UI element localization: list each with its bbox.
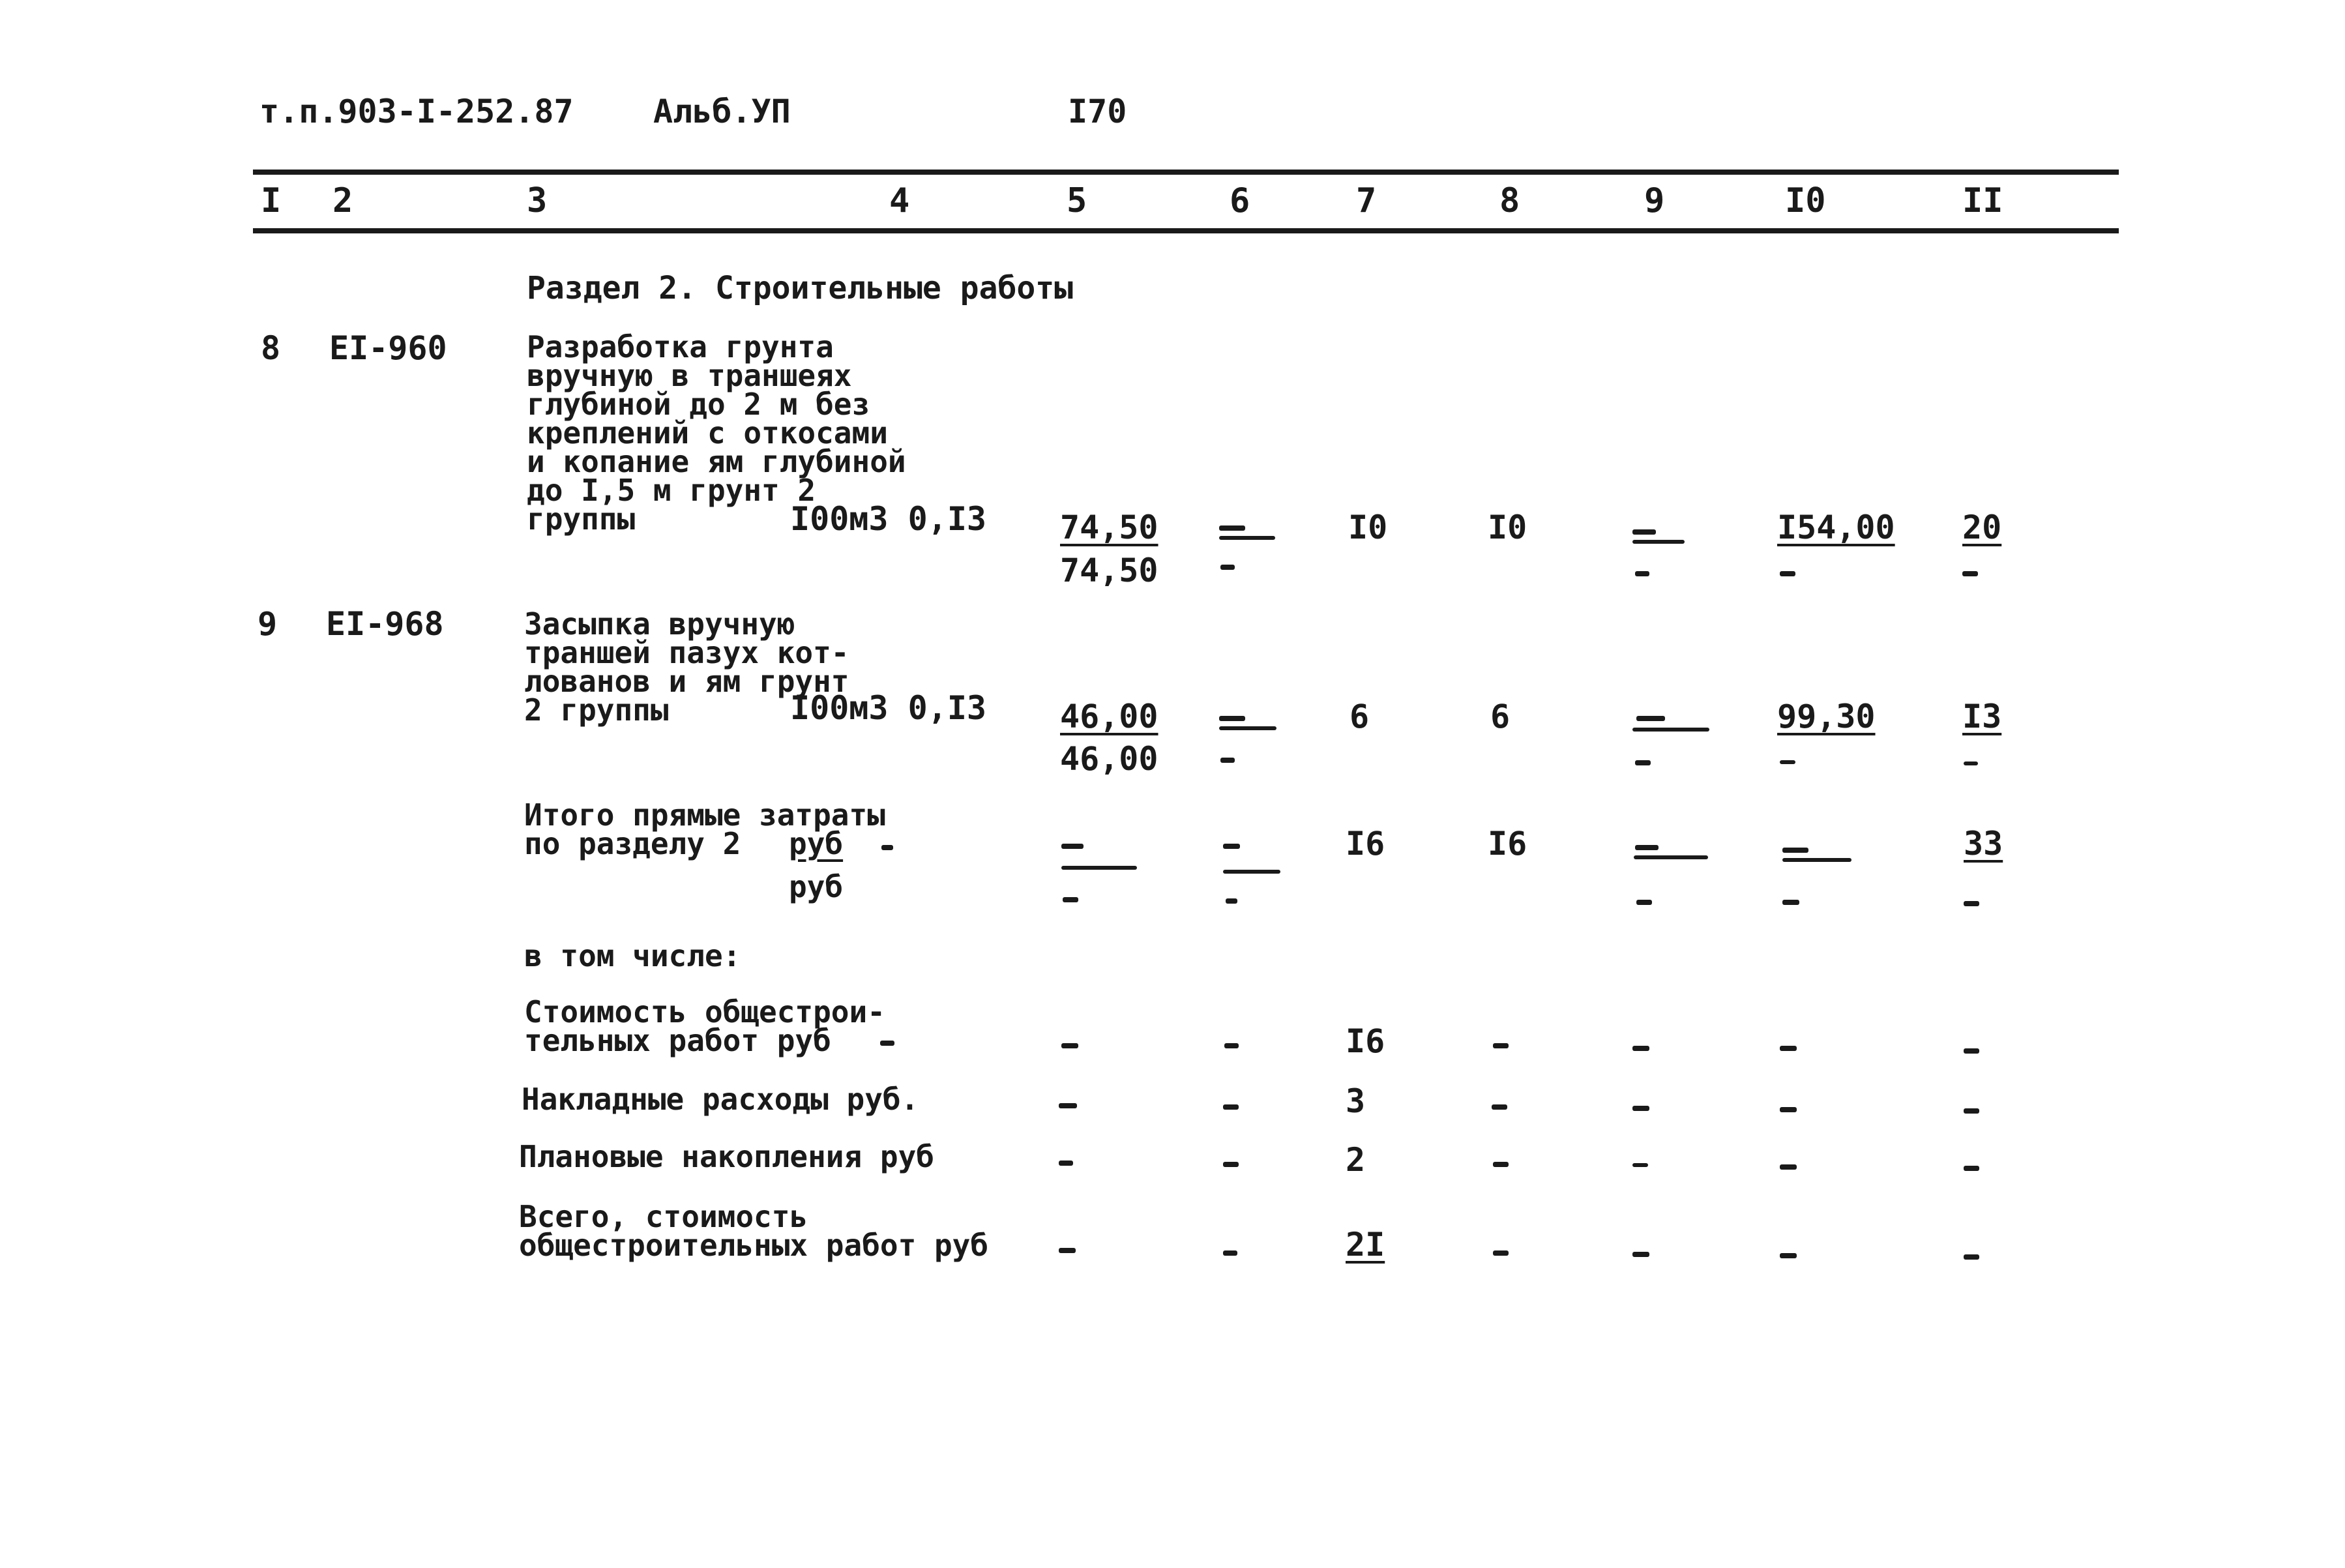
col-num-7: 7 <box>1356 181 1377 220</box>
dash-mark <box>1780 1046 1797 1051</box>
dash-mark <box>1782 848 1808 853</box>
dash-mark <box>1964 1254 1979 1260</box>
dash-mark <box>1634 855 1708 859</box>
dash-mark <box>1219 536 1275 540</box>
labor-total: I0 <box>1488 509 1527 546</box>
dash-mark <box>1493 1250 1509 1256</box>
summary-label-line: общестроительных работ руб <box>519 1228 989 1263</box>
dash-mark <box>1964 1108 1979 1114</box>
total-unit-top: руб <box>789 826 844 861</box>
including-label: в том числе: <box>524 938 741 973</box>
dash-mark <box>1223 870 1280 874</box>
col-num-2: 2 <box>332 181 353 220</box>
summary-label-line: Стоимость общестрои- <box>524 994 885 1029</box>
col-num-3: 3 <box>527 181 548 220</box>
dash-mark <box>1632 529 1656 535</box>
work-description-line: траншей пазух кот- <box>524 635 849 670</box>
work-description-line: 2 группы <box>524 692 669 728</box>
summary-label-line: Плановые накопления руб <box>519 1139 934 1174</box>
work-description-line: глубиной до 2 м без <box>527 387 870 422</box>
rate-code: EI-960 <box>329 329 447 367</box>
dash-mark <box>1061 866 1137 870</box>
dash-mark <box>1059 1161 1073 1166</box>
total-cost-top: 99,30 <box>1777 698 1876 735</box>
dash-mark <box>1493 1162 1509 1167</box>
col-num-11: II <box>1962 181 2003 220</box>
summary-labor-value: 2I <box>1346 1226 1385 1264</box>
dash-mark <box>1632 1046 1649 1051</box>
dash-mark <box>1962 571 1978 576</box>
dash-mark <box>1782 858 1851 862</box>
dash-mark <box>1493 1043 1509 1048</box>
col-num-5: 5 <box>1067 181 1087 220</box>
summary-label-line: тельных работ руб <box>524 1023 831 1058</box>
dash-mark <box>1636 900 1652 905</box>
labor-value: 6 <box>1349 698 1370 735</box>
dash-mark <box>1636 716 1665 721</box>
dash-mark <box>1219 726 1276 730</box>
total-unit-bottom: руб <box>789 869 844 904</box>
work-description-line: вручную в траншеях <box>527 358 852 393</box>
rate-code: EI-968 <box>326 605 444 643</box>
dash-mark <box>1964 1166 1979 1171</box>
header-top-rule <box>253 170 2119 175</box>
work-description-line: до I,5 м грунт 2 <box>527 473 816 508</box>
dash-mark <box>1632 1106 1649 1111</box>
summary-labor-value: 2 <box>1346 1141 1366 1179</box>
dash-mark <box>1492 1104 1507 1110</box>
total-wage: 33 <box>1964 825 2003 863</box>
total-cost-top: I54,00 <box>1777 509 1895 546</box>
work-description-line: и копание ям глубиной <box>527 444 906 479</box>
dash-mark <box>1780 1253 1797 1258</box>
unit-cost-top: 74,50 <box>1060 509 1158 546</box>
dash-mark <box>880 1041 894 1046</box>
summary-label-line: Накладные расходы руб. <box>522 1082 919 1117</box>
dash-mark <box>1632 1163 1648 1167</box>
unit-cost-bottom: 46,00 <box>1060 740 1158 778</box>
dash-mark <box>1219 525 1245 531</box>
dash-mark <box>1059 1248 1076 1253</box>
labor-value: I0 <box>1348 509 1388 546</box>
unit-quantity: I00м3 0,I3 <box>790 500 987 538</box>
dash-mark <box>1964 1048 1979 1054</box>
wage-top: 20 <box>1962 509 2002 546</box>
dash-mark <box>1635 571 1649 576</box>
dash-mark <box>1635 760 1651 765</box>
col-num-4: 4 <box>889 181 910 220</box>
row-number: 9 <box>258 605 278 643</box>
labor-total: 6 <box>1490 698 1511 735</box>
dash-mark <box>1780 1164 1797 1170</box>
col-num-8: 8 <box>1499 181 1520 220</box>
dash-mark <box>1059 1103 1077 1108</box>
total-labor-value: I6 <box>1346 825 1385 863</box>
work-description-line: Разработка грунта <box>527 329 834 364</box>
total-label-line: по разделу 2 <box>524 826 741 861</box>
unit-cost-bottom: 74,50 <box>1060 552 1158 589</box>
col-num-10: I0 <box>1785 181 1826 220</box>
dash-mark <box>1780 760 1795 764</box>
doc-code: т.п.903-I-252.87 <box>259 93 574 130</box>
work-description-line: лованов и ям грунт <box>524 664 849 699</box>
col-num-9: 9 <box>1644 181 1665 220</box>
dash-mark <box>1223 1250 1237 1256</box>
dash-mark <box>1223 1162 1239 1167</box>
total-labor-total: I6 <box>1488 825 1527 863</box>
col-num-6: 6 <box>1230 181 1250 220</box>
dash-mark <box>1780 571 1795 576</box>
dash-mark <box>1964 901 1979 906</box>
dash-mark <box>881 845 893 850</box>
unit-cost-top: 46,00 <box>1060 698 1158 735</box>
dash-mark <box>1061 844 1084 849</box>
total-label-line: Итого прямые затраты <box>524 797 885 833</box>
section-title: Раздел 2. Строительные работы <box>527 270 1074 306</box>
dash-mark <box>1219 716 1245 721</box>
col-num-1: I <box>261 181 282 220</box>
dash-mark <box>1632 1252 1649 1257</box>
dash-mark <box>1061 1043 1078 1048</box>
dash-mark <box>1632 728 1709 732</box>
work-description-line: группы <box>527 501 636 537</box>
dash-mark <box>1224 1043 1239 1048</box>
summary-label-line: Всего, стоимость <box>519 1199 808 1234</box>
dash-mark <box>1220 565 1235 570</box>
summary-labor-value: 3 <box>1346 1082 1366 1120</box>
dash-mark <box>1780 1107 1797 1112</box>
dash-mark <box>1220 758 1235 763</box>
dash-mark <box>1964 762 1978 765</box>
dash-mark <box>1782 900 1799 905</box>
dash-mark <box>1223 1104 1239 1110</box>
work-description-line: креплений с откосами <box>527 415 888 451</box>
wage-top: I3 <box>1962 698 2002 735</box>
dash-mark <box>1063 897 1078 902</box>
work-description-line: Засыпка вручную <box>524 606 795 642</box>
dash-mark <box>1223 844 1240 849</box>
dash-mark <box>1226 898 1237 904</box>
dash-mark <box>1632 540 1685 544</box>
row-number: 8 <box>261 329 281 367</box>
page-number: I70 <box>1068 93 1127 130</box>
summary-labor-value: I6 <box>1346 1022 1385 1060</box>
dash-mark <box>1635 845 1659 850</box>
unit-quantity: I00м3 0,I3 <box>790 689 987 727</box>
album-label: Альб.УП <box>653 93 791 130</box>
header-bottom-rule <box>253 228 2119 233</box>
